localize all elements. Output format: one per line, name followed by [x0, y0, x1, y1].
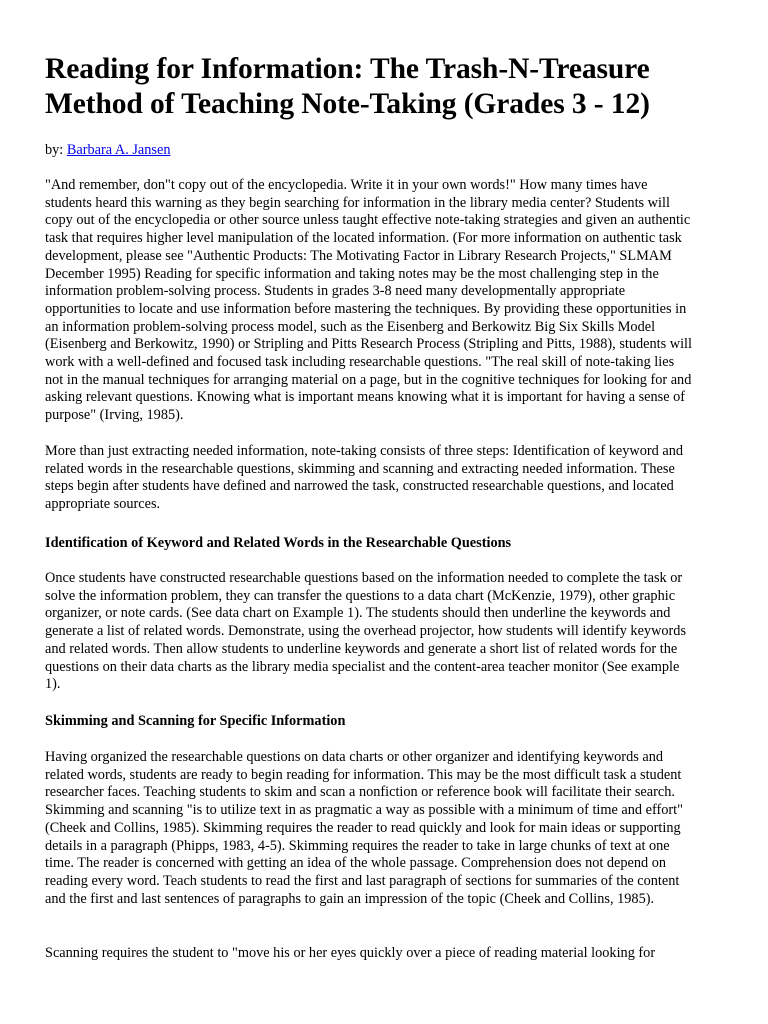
- byline: [45, 141, 170, 159]
- author-link[interactable]: Barbara A. Jansen: [66, 142, 171, 158]
- byline-prefix: by:: [45, 142, 67, 158]
- paragraph-intro: "And remember, don"t copy out of the encyclopedia. Write it in your own words!" How many times have students heard this warning as they begin searching for information in the library media center? Students will copy out of the encyclopedia or other source unless taught effective note-taking strategies and given an authentic task that requires higher level manipulation of the located information. (For more information on authentic task development, please see "Authentic Products: The Motivating Factor in Library Research Projects," SLMAM December 1995) Reading for specific information and taking notes may be the most challenging step in the information problem-solving process. Students in grades 3-8 need many developmentally appropriate opportunities to locate and use information before mastering the techniques. By providing these opportunities in an information problem-solving process model, such as the Eisenberg and Berkowitz Big Six Skills Model (Eisenberg and Berkowitz, 1990) or Stripling and Pitts Research Process (Stripling and Pitts, 1988), students will work with a well-defined and focused task including researchable questions. "The real skill of note-taking lies not in the manual techniques for arranging material on a page, but in the cognitive techniques for looking for and asking relevant questions. Knowing what is important means knowing what it is important for having a sense of purpose" (Irving, 1985).: [45, 177, 692, 424]
- section-heading-keywords: Identification of Keyword and Related Words in the Researchable Questions: [45, 535, 512, 551]
- page-title: Reading for Information: The Trash-N-Treasure Method of Teaching Note-Taking (Grades 3 - 12): [45, 53, 650, 120]
- paragraph-scanning: Scanning requires the student to "move his or her eyes quickly over a piece of reading material looking for: [45, 945, 656, 961]
- article: [45, 52, 693, 961]
- paragraph-keywords: Once students have constructed researchable questions based on the information needed to complete the task or solve the information problem, they can transfer the questions to a data chart (McKenzie, 1979), other graphic organizer, or note cards. (See data chart on Example 1). The students should then underline the keywords and generate a list of related words. Demonstrate, using the overhead projector, how students will identify keywords and related words. Then allow students to underline keywords and generate a short list of related words for the questions on their data charts as the library media specialist and the content-area teacher monitor (See example 1).: [45, 570, 687, 693]
- paragraph-skimming: Having organized the researchable questions on data charts or other organizer and identifying keywords and related words, students are ready to begin reading for information. This may be the most difficult task a student researcher faces. Teaching students to skim and scan a nonfiction or reference book will facilitate their search. Skimming and scanning "is to utilize text in as pragmatic a way as possible with a minimum of time and effort" (Cheek and Collins, 1985). Skimming requires the reader to read quickly and look for main ideas or supporting details in a paragraph (Phipps, 1983, 4-5). Skimming requires the reader to take in large chunks of text at one time. The reader is concerned with getting an idea of the whole passage. Comprehension does not depend on reading every word. Teach students to read the first and last paragraph of sections for summaries of the content and the first and last sentences of paragraphs to gain an impression of the topic (Cheek and Collins, 1985).: [45, 749, 683, 907]
- section-heading-skimming: Skimming and Scanning for Specific Information: [45, 713, 346, 729]
- paragraph-note-taking-steps: More than just extracting needed information, note-taking consists of three steps: Identification of keyword and related words in the researchable questions, skimming and scanning and extracting needed information. These steps begin after students have defined and narrowed the task, constructed researchable questions, and located appropriate sources.: [45, 443, 684, 513]
